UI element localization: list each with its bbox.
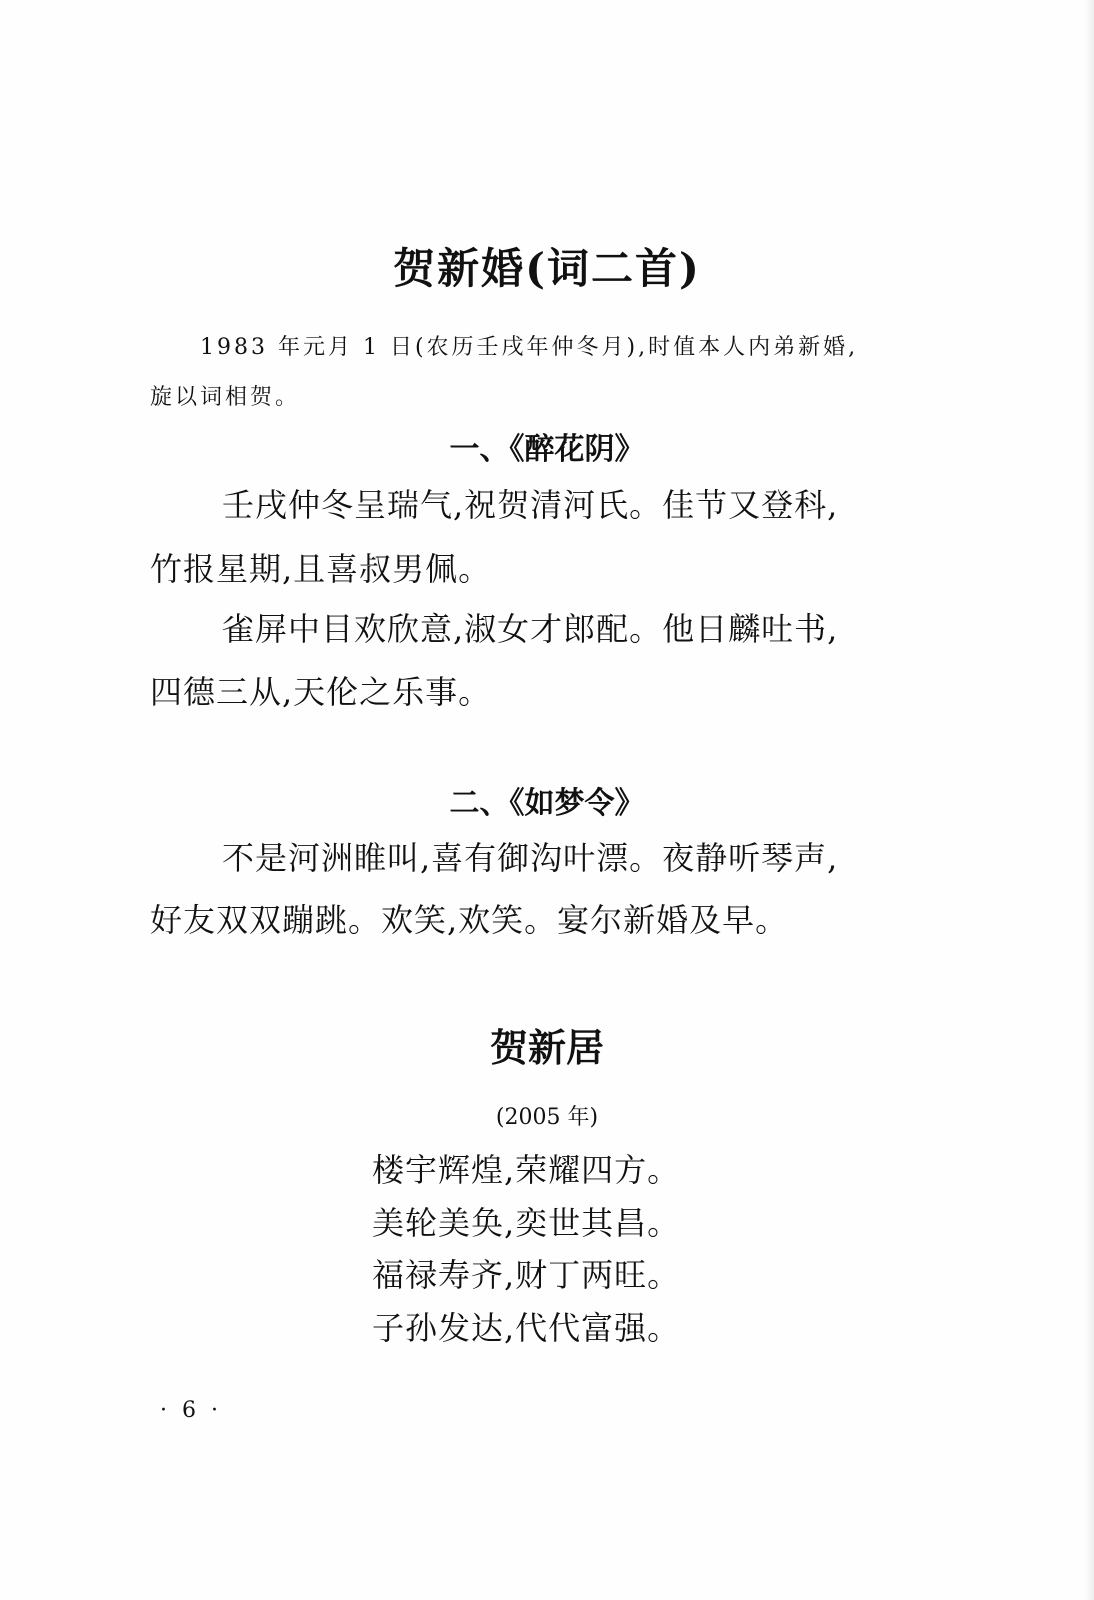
section2-title: 二、《如梦令》 (449, 786, 645, 821)
poem2-line: 美轮美奂,奕世其昌。 (372, 1204, 681, 1242)
section1-line: 雀屏中目欢欣意,淑女才郎配。他日麟吐书, (222, 610, 839, 648)
poem2-line: 福禄寿齐,财丁两旺。 (372, 1256, 681, 1294)
poem1-title: 贺新婚(词二首) (393, 244, 701, 293)
section2-line: 好友双双蹦跳。欢笑,欢笑。宴尔新婚及早。 (150, 901, 789, 939)
section1-line: 四德三从,天伦之乐事。 (150, 673, 492, 711)
page-number: · 6 · (160, 1398, 222, 1423)
poem2-line: 楼宇辉煌,荣耀四方。 (372, 1151, 681, 1189)
poem1-preface-line1: 1983 年元月 1 日(农历壬戌年仲冬月),时值本人内弟新婚, (200, 335, 859, 360)
section1-line: 竹报星期,且喜叔男佩。 (150, 550, 492, 588)
poem2-date: (2005 年) (495, 1105, 599, 1130)
section2-line: 不是河洲睢叫,喜有御沟叶漂。夜静听琴声, (222, 839, 839, 877)
section1-title: 一、《醉花阴》 (449, 432, 645, 467)
poem2-title: 贺新居 (489, 1025, 604, 1070)
poem1-preface-line2: 旋以词相贺。 (150, 385, 301, 410)
section1-line: 壬戌仲冬呈瑞气,祝贺清河氏。佳节又登科, (222, 486, 839, 524)
poem2-line: 子孙发达,代代富强。 (372, 1309, 681, 1347)
